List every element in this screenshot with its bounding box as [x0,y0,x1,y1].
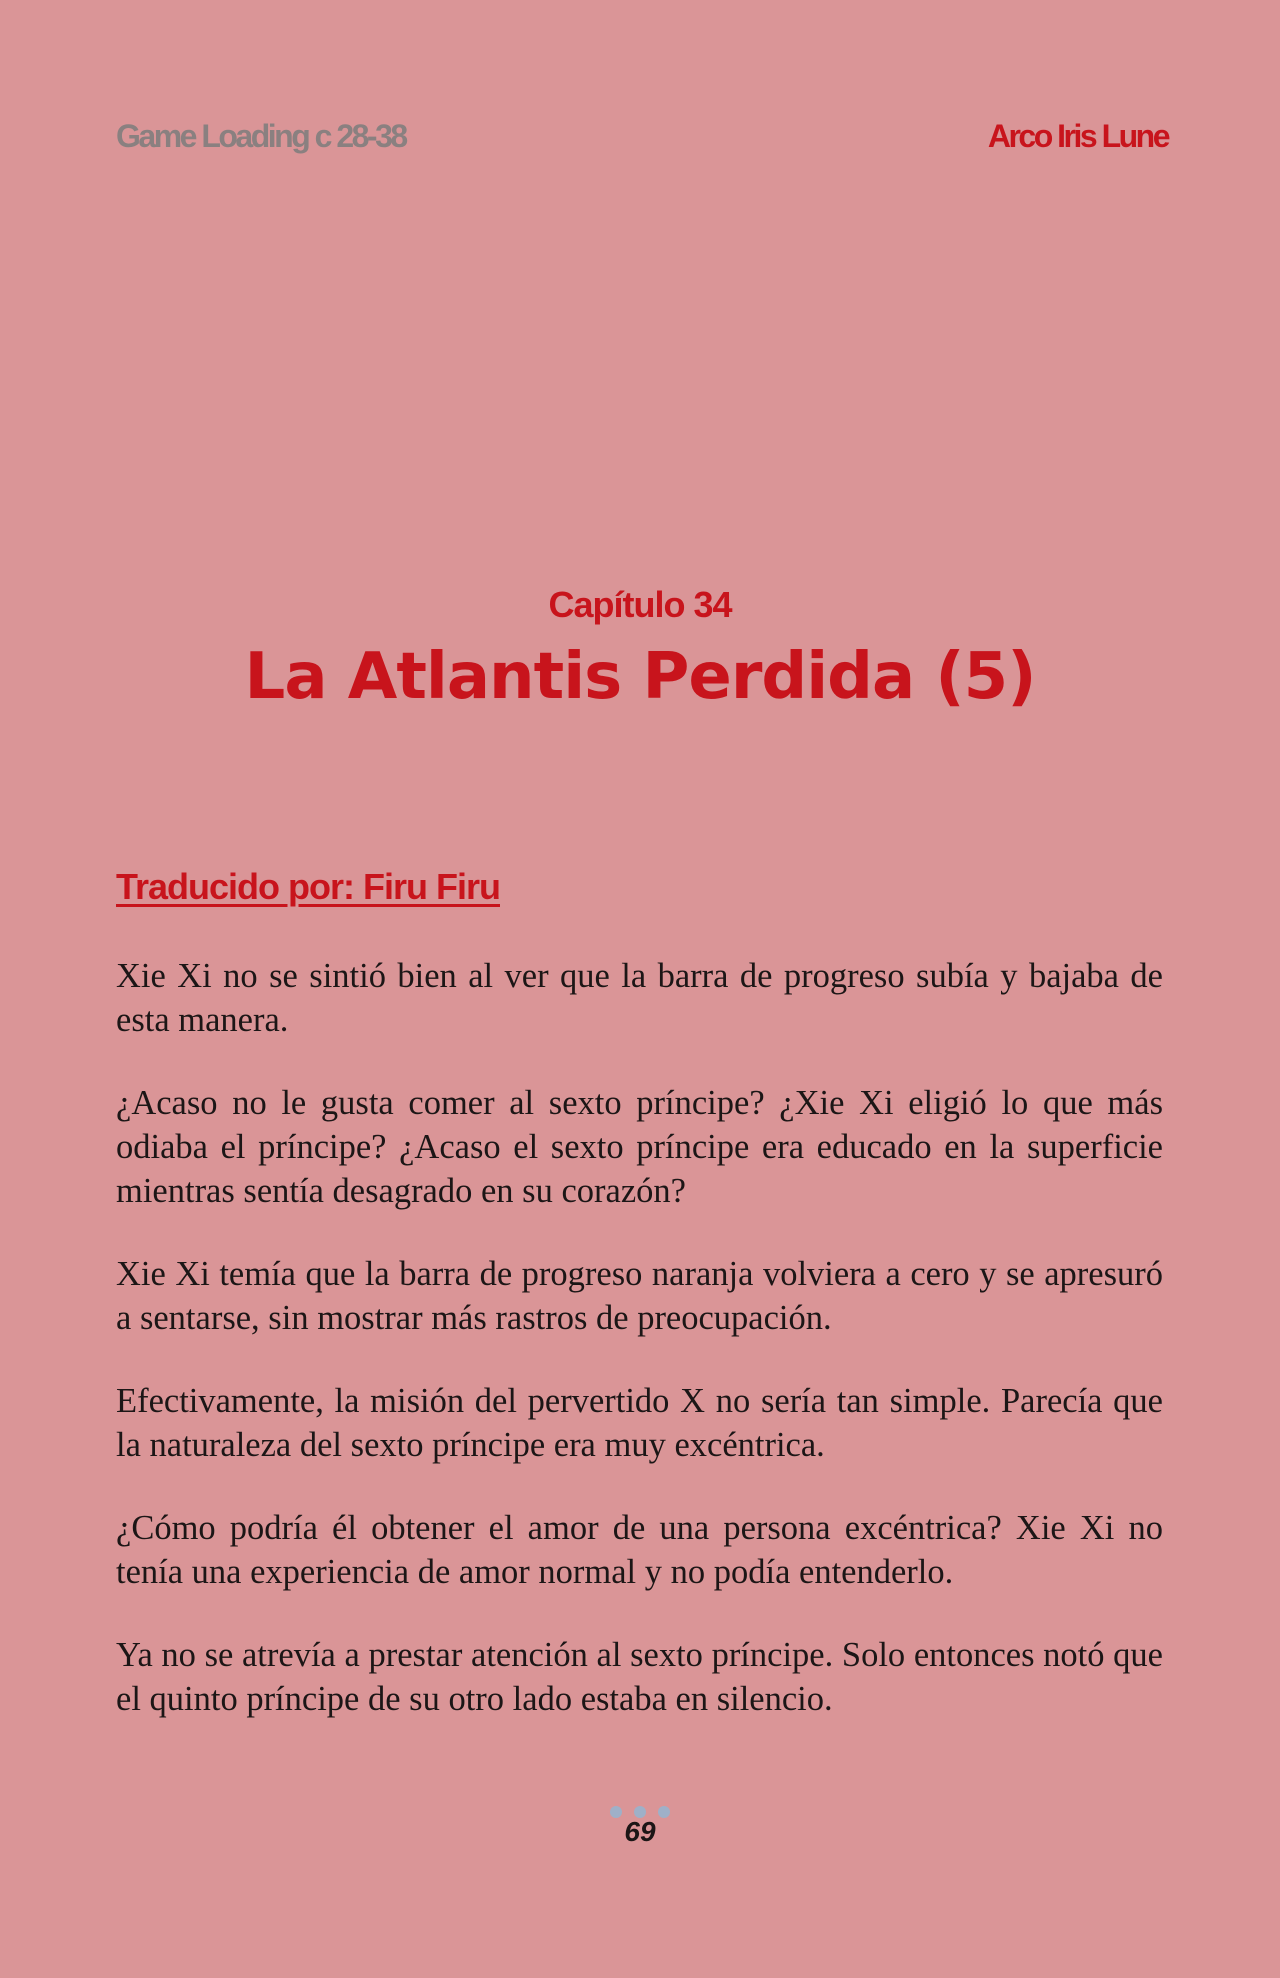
running-header-author: Arco Iris Lune [987,118,1168,154]
paragraph: Xie Xi temía que la barra de progreso naranja volviera a cero y se apresuró a sentarse, sin mostrar más rastros de preocupación. [116,1255,1163,1337]
chapter-number: Capítulo 34 [548,584,732,625]
paragraph: ¿Acaso no le gusta comer al sexto príncipe? ¿Xie Xi eligió lo que más odiaba el príncipe? ¿Acaso el sexto príncipe era educado en la superficie mientras sentía desagrado en su corazón? [116,1084,1163,1210]
translator-credit: Traducido por: Firu Firu [116,866,500,907]
paragraph: Ya no se atrevía a prestar atención al sexto príncipe. Solo entonces notó que el quinto príncipe de su otro lado estaba en silencio. [116,1636,1163,1718]
chapter-title: La Atlantis Perdida (5) [244,640,1036,714]
page-number: 69 [624,1816,656,1847]
paragraph: ¿Cómo podría él obtener el amor de una persona excéntrica? Xie Xi no tenía una experiencia de amor normal y no podía entenderlo. [116,1509,1163,1591]
paragraph: Xie Xi no se sintió bien al ver que la barra de progreso subía y bajaba de esta manera. [116,957,1163,1039]
chapter-body [116,954,1163,1760]
running-header-book-title: Game Loading c 28-38 [116,118,406,154]
page-ornament-dots [0,1803,1280,1817]
paragraph: Efectivamente, la misión del pervertido X no sería tan simple. Parecía que la naturaleza del sexto príncipe era muy excéntrica. [116,1382,1163,1464]
